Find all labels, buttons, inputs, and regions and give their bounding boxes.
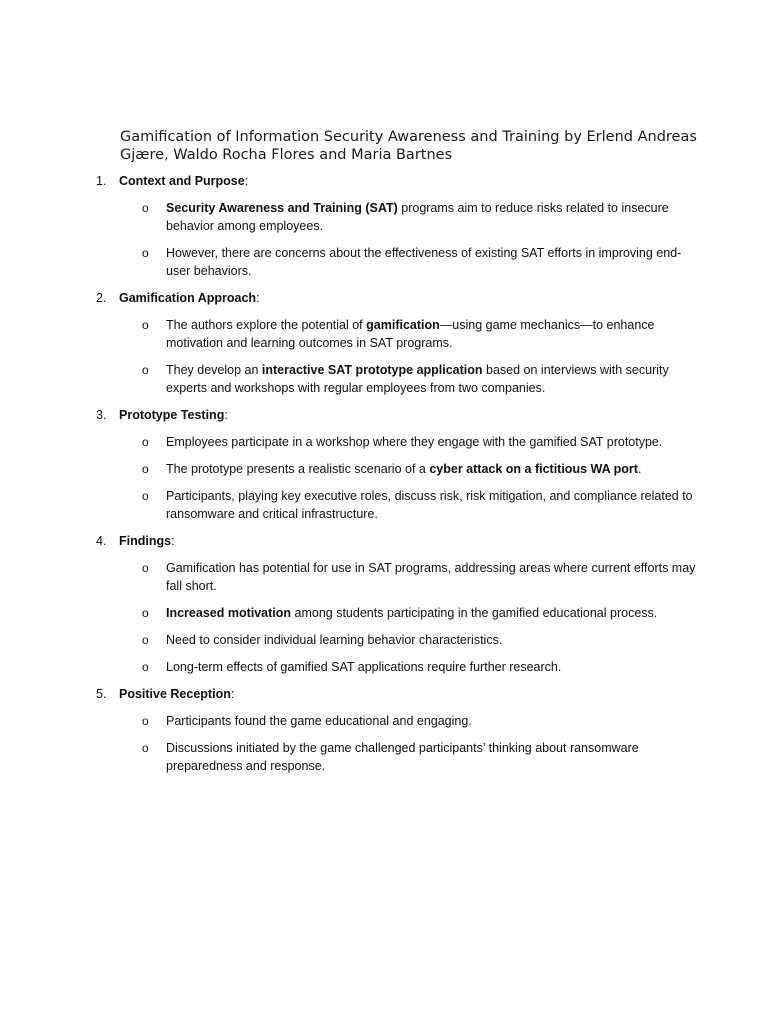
bullet-marker-icon: o (142, 561, 149, 575)
bullet-marker-icon: o (142, 633, 149, 647)
text-run: Need to consider individual learning behavior characteristics. (166, 633, 503, 647)
bullet-list (96, 199, 706, 280)
bullet-marker-icon: o (142, 714, 149, 728)
bullet-list (96, 316, 706, 397)
bullet-text (166, 244, 696, 280)
bullet-text (166, 631, 696, 649)
section-list (96, 172, 706, 784)
section-heading-colon: : (256, 291, 260, 305)
section-3 (96, 406, 706, 523)
text-run: —using game mechanics—to enhance motivation and learning outcomes in SAT programs. (166, 318, 655, 350)
section-heading: Prototype Testing (119, 408, 225, 422)
text-run: Participants, playing key executive roles, discuss risk, risk mitigation, and compliance related to ransomware and critical infrastructure. (166, 489, 693, 521)
text-run: . (637, 462, 642, 476)
section-number: 3. (96, 408, 107, 422)
section-heading-colon: : (230, 687, 235, 701)
section-5 (96, 685, 706, 775)
bullet-marker-icon: o (142, 606, 149, 620)
bullet-marker-icon: o (142, 660, 149, 674)
bullet-item (142, 460, 706, 478)
bullet-text (166, 604, 696, 622)
bold-text: Security Awareness and Training (SAT) (166, 201, 398, 215)
bullet-item (142, 316, 706, 352)
bullet-text (166, 199, 696, 235)
bullet-marker-icon: o (142, 435, 149, 449)
section-header (96, 289, 706, 307)
bullet-marker-icon: o (142, 489, 149, 503)
bullet-text (166, 487, 696, 523)
section-4 (96, 532, 706, 676)
section-heading-line (119, 406, 228, 424)
bullet-text (166, 460, 696, 478)
bullet-item (142, 712, 706, 730)
section-heading-colon: : (171, 534, 175, 548)
bullet-item (142, 244, 706, 280)
text-run: Gamification has potential for use in SAT programs, addressing areas where current efforts may fall short. (166, 561, 696, 593)
text-run: However, there are concerns about the effectiveness of existing SAT efforts in improving end-user behaviors. (166, 246, 682, 278)
bullet-marker-icon: o (142, 741, 149, 755)
bold-text: gamification (366, 318, 440, 332)
bullet-text (166, 712, 696, 730)
text-run: Discussions initiated by the game challenged participants’ thinking about ransomware preparedness and response. (166, 741, 639, 773)
section-number: 2. (96, 291, 107, 305)
section-number: 1. (96, 174, 107, 188)
text-run: The authors explore the potential of (166, 318, 367, 332)
bullet-list (96, 559, 706, 676)
section-number: 4. (96, 534, 107, 548)
bullet-text (166, 433, 696, 451)
bullet-item (142, 433, 706, 451)
text-run: They develop an (166, 363, 262, 377)
text-run: The prototype presents a realistic scenario of a (166, 462, 430, 476)
bullet-item (142, 604, 706, 622)
section-heading: Positive Reception (119, 687, 231, 701)
bullet-item (142, 631, 706, 649)
bullet-marker-icon: o (142, 318, 149, 332)
bullet-text (166, 658, 696, 676)
bullet-marker-icon: o (142, 363, 149, 377)
bold-text: cyber attack on a fictitious WA port (429, 462, 638, 476)
text-run: based on interviews with security experts and workshops with regular employees from two companies. (166, 363, 669, 395)
document-title: Gamification of Information Security Awareness and Training by Erlend Andreas Gjære, Waldo Rocha Flores and Maria Bartnes (120, 129, 697, 163)
section-heading: Findings (119, 534, 172, 548)
bullet-marker-icon: o (142, 246, 149, 260)
bullet-list (96, 712, 706, 775)
section-1 (96, 172, 706, 280)
section-header (96, 685, 706, 703)
section-heading-line (119, 289, 260, 307)
bullet-marker-icon: o (142, 201, 149, 215)
bullet-item (142, 361, 706, 397)
section-header (96, 406, 706, 424)
section-heading: Context and Purpose (119, 174, 245, 188)
section-number: 5. (96, 687, 107, 701)
text-run: Long-term effects of gamified SAT applications require further research. (166, 660, 562, 674)
bullet-item (142, 739, 706, 775)
bullet-text (166, 559, 696, 595)
section-heading-line (119, 172, 248, 190)
section-heading-colon: : (224, 408, 228, 422)
bold-text: interactive SAT prototype application (261, 363, 483, 377)
section-2 (96, 289, 706, 397)
bullet-text (166, 739, 696, 775)
section-heading-colon: : (244, 174, 249, 188)
bullet-list (96, 433, 706, 523)
section-heading-line (119, 532, 175, 550)
section-header (96, 532, 706, 550)
bullet-item (142, 199, 706, 235)
section-header (96, 172, 706, 190)
text-run: among students participating in the gamified educational process. (291, 606, 658, 620)
section-heading-line (119, 685, 234, 703)
bullet-item (142, 559, 706, 595)
text-run: Participants found the game educational and engaging. (166, 714, 472, 728)
bullet-text (166, 361, 696, 397)
text-run: Employees participate in a workshop where they engage with the gamified SAT prototype. (166, 435, 663, 449)
bullet-text (166, 316, 696, 352)
bullet-item (142, 658, 706, 676)
bold-text: Increased motivation (166, 606, 292, 620)
section-heading: Gamification Approach (119, 291, 257, 305)
text-run: programs aim to reduce risks related to insecure behavior among employees. (166, 201, 669, 233)
bullet-item (142, 487, 706, 523)
bullet-marker-icon: o (142, 462, 149, 476)
